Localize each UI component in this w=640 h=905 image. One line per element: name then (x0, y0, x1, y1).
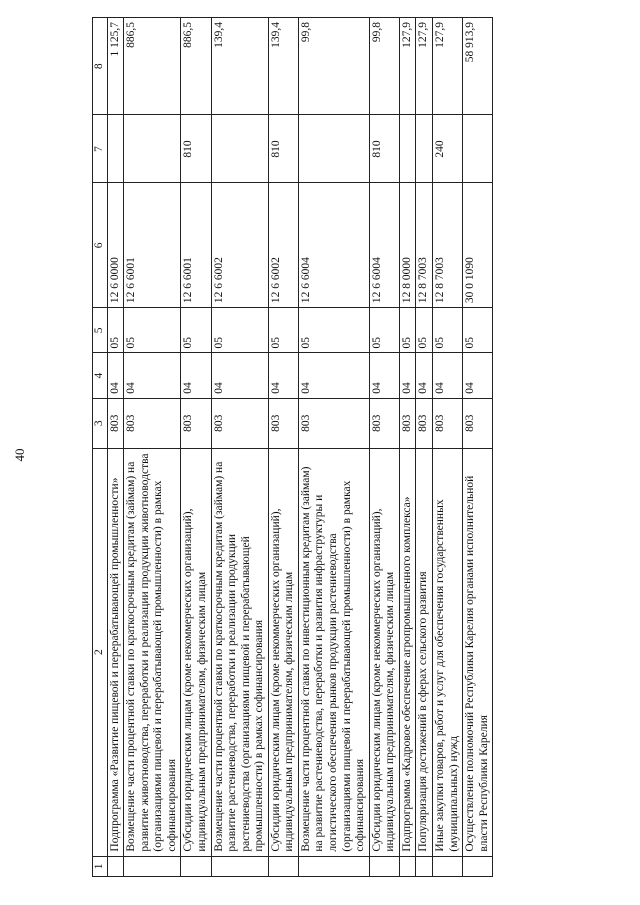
column-header: 2 (93, 448, 108, 856)
expense-type-cell (211, 115, 268, 183)
column-header: 3 (93, 398, 108, 448)
amount-cell: 127,9 (399, 18, 416, 116)
target-article-cell: 12 6 0000 (107, 183, 124, 308)
section-code-cell: 04 (124, 353, 181, 398)
item-name-cell: Иные закупки товаров, работ и услуг для обеспечения государственных (муниципальных) нужд (432, 448, 462, 856)
subsection-code-cell: 05 (432, 308, 462, 353)
item-name-cell: Подпрограмма «Развитие пищевой и перерабатывающей промышленности» (107, 448, 124, 856)
subsection-code-cell: 05 (211, 308, 268, 353)
table-row (181, 18, 211, 877)
item-name-cell: Подпрограмма «Кадровое обеспечение агропромышленного комплекса» (399, 448, 416, 856)
subsection-code-cell: 05 (463, 308, 493, 353)
section-code-cell: 04 (432, 353, 462, 398)
amount-cell: 127,9 (416, 18, 433, 116)
subsection-code-cell: 05 (107, 308, 124, 353)
expense-type-cell: 810 (369, 115, 399, 183)
subsection-code-cell: 05 (181, 308, 211, 353)
gr-code-cell: 803 (463, 398, 493, 448)
amount-cell: 139,4 (211, 18, 268, 116)
gr-code-cell: 803 (298, 398, 369, 448)
amount-cell: 886,5 (124, 18, 181, 116)
section-code-cell: 04 (211, 353, 268, 398)
subsection-code-cell: 05 (369, 308, 399, 353)
row-number-cell (268, 856, 298, 876)
subsection-code-cell: 05 (399, 308, 416, 353)
table-row (432, 18, 462, 877)
row-number-cell (107, 856, 124, 876)
subsection-code-cell: 05 (268, 308, 298, 353)
gr-code-cell: 803 (432, 398, 462, 448)
section-code-cell: 04 (107, 353, 124, 398)
gr-code-cell: 803 (211, 398, 268, 448)
table-row (399, 18, 416, 877)
target-article-cell: 12 6 6001 (124, 183, 181, 308)
table-row (124, 18, 181, 877)
rotated-page-content (92, 17, 612, 877)
section-code-cell: 04 (369, 353, 399, 398)
expense-type-cell (399, 115, 416, 183)
expense-type-cell (124, 115, 181, 183)
column-header: 4 (93, 353, 108, 398)
section-code-cell: 04 (399, 353, 416, 398)
table-row (463, 18, 493, 877)
table-row (369, 18, 399, 877)
amount-cell: 58 913,9 (463, 18, 493, 116)
item-name-cell: Субсидии юридическим лицам (кроме некоммерческих организаций), индивидуальным предпринимателям, физическим лицам (181, 448, 211, 856)
section-code-cell: 04 (268, 353, 298, 398)
column-header: 1 (93, 856, 108, 876)
row-number-cell (124, 856, 181, 876)
column-header: 6 (93, 183, 108, 308)
expense-type-cell (298, 115, 369, 183)
table-row (211, 18, 268, 877)
expense-type-cell: 810 (268, 115, 298, 183)
target-article-cell: 12 6 6004 (298, 183, 369, 308)
amount-cell: 139,4 (268, 18, 298, 116)
target-article-cell: 12 8 7003 (432, 183, 462, 308)
column-header: 7 (93, 115, 108, 183)
gr-code-cell: 803 (369, 398, 399, 448)
gr-code-cell: 803 (124, 398, 181, 448)
section-code-cell: 04 (181, 353, 211, 398)
item-name-cell: Осуществление полномочий Республики Карелия органами исполнительной власти Республики Карелия (463, 448, 493, 856)
target-article-cell: 12 6 6002 (211, 183, 268, 308)
row-number-cell (432, 856, 462, 876)
gr-code-cell: 803 (268, 398, 298, 448)
target-article-cell: 12 8 0000 (399, 183, 416, 308)
expense-type-cell (463, 115, 493, 183)
column-header: 8 (93, 18, 108, 116)
amount-cell: 99,8 (298, 18, 369, 116)
amount-cell: 99,8 (369, 18, 399, 116)
table-row (298, 18, 369, 877)
gr-code-cell: 803 (399, 398, 416, 448)
subsection-code-cell: 05 (124, 308, 181, 353)
target-article-cell: 12 6 6002 (268, 183, 298, 308)
item-name-cell: Субсидии юридическим лицам (кроме некоммерческих организаций), индивидуальным предпринимателям, физическим лицам (369, 448, 399, 856)
row-number-cell (416, 856, 433, 876)
item-name-cell: Возмещение части процентной ставки по краткосрочным кредитам (займам) на развитие растениеводства, переработки и реализации продукции растениеводства (организациями пищевой и перерабатывающей промышленности) в рамках софинансирования (211, 448, 268, 856)
section-code-cell: 04 (298, 353, 369, 398)
row-number-cell (298, 856, 369, 876)
subsection-code-cell: 05 (298, 308, 369, 353)
item-name-cell: Возмещение части процентной ставки по краткосрочным кредитам (займам) на развитие животноводства, переработки и реализации продукции животноводства (организациями пищевой и перерабатывающей промышленности) в рамках софинансирования (124, 448, 181, 856)
row-number-cell (181, 856, 211, 876)
gr-code-cell: 803 (181, 398, 211, 448)
row-number-cell (463, 856, 493, 876)
target-article-cell: 12 6 6001 (181, 183, 211, 308)
row-number-cell (399, 856, 416, 876)
table-row (416, 18, 433, 877)
section-code-cell: 04 (463, 353, 493, 398)
budget-table (92, 17, 493, 877)
expense-type-cell (416, 115, 433, 183)
amount-cell: 127,9 (432, 18, 462, 116)
column-number-row (93, 18, 108, 877)
section-code-cell: 04 (416, 353, 433, 398)
target-article-cell: 12 8 7003 (416, 183, 433, 308)
row-number-cell (211, 856, 268, 876)
row-number-cell (369, 856, 399, 876)
expense-type-cell (107, 115, 124, 183)
subsection-code-cell: 05 (416, 308, 433, 353)
gr-code-cell: 803 (416, 398, 433, 448)
column-header: 5 (93, 308, 108, 353)
gr-code-cell: 803 (107, 398, 124, 448)
item-name-cell: Популяризация достижений в сферах сельского развития (416, 448, 433, 856)
expense-type-cell: 240 (432, 115, 462, 183)
amount-cell: 1 125,7 (107, 18, 124, 116)
target-article-cell: 12 6 6004 (369, 183, 399, 308)
item-name-cell: Возмещение части процентной ставки по инвестиционным кредитам (займам) на развитие растениеводства, переработки и развития инфраструктуры и логистического обеспечения рынков продукции растениеводства (организациями пищевой и перерабатывающей промышленности) в рамках софинансирования (298, 448, 369, 856)
table-row (107, 18, 124, 877)
amount-cell: 886,5 (181, 18, 211, 116)
table-row (268, 18, 298, 877)
expense-type-cell: 810 (181, 115, 211, 183)
item-name-cell: Субсидии юридическим лицам (кроме некоммерческих организаций), индивидуальным предпринимателям, физическим лицам (268, 448, 298, 856)
target-article-cell: 30 0 1090 (463, 183, 493, 308)
page-number: 40 (12, 448, 27, 462)
